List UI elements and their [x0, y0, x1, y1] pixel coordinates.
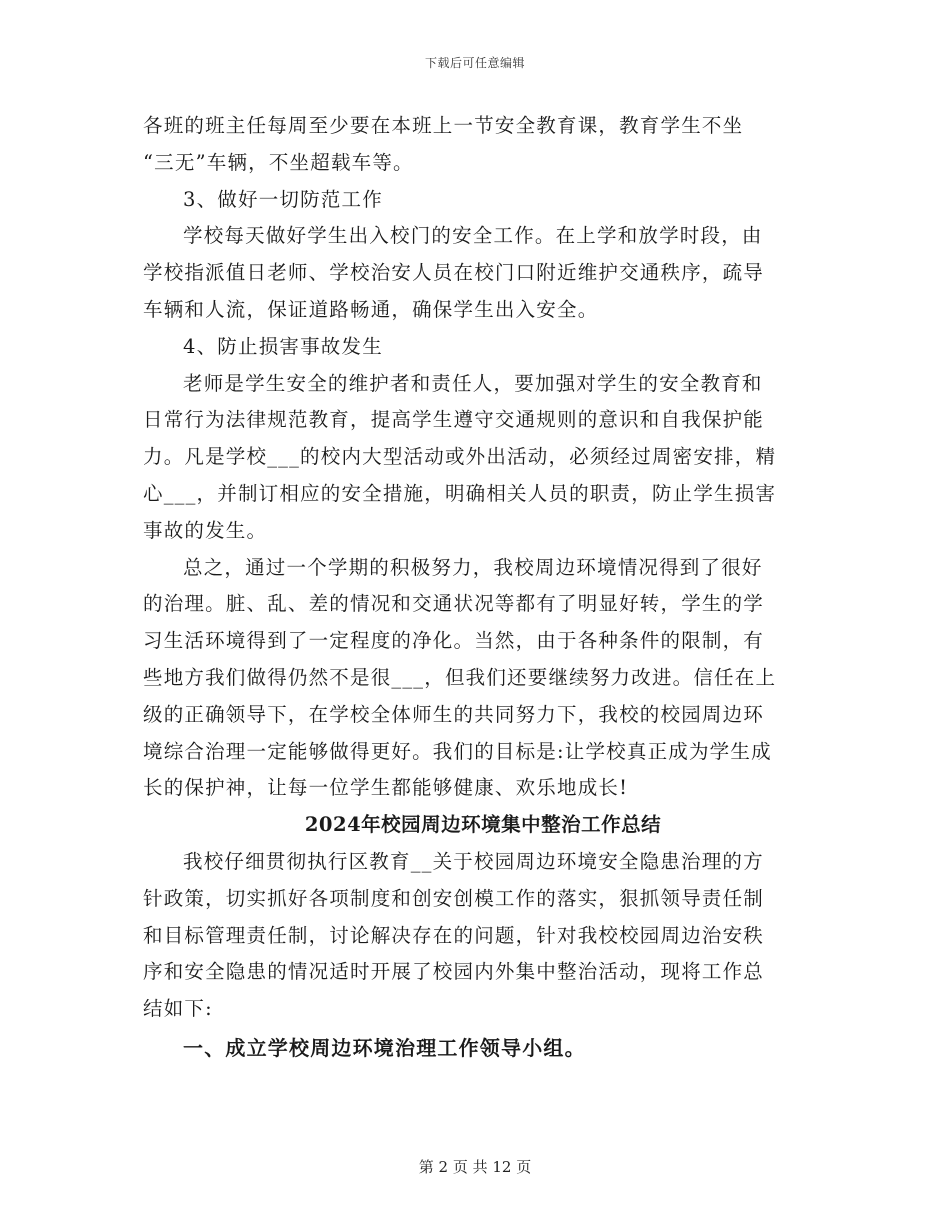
paragraph-line: 总之，通过一个学期的积极努力，我校周边环境情况得到了很好	[183, 555, 763, 579]
paragraph-line: 事故的发生。	[143, 518, 268, 542]
paragraph-line: “三无”车辆，不坐超载车等。	[143, 150, 414, 174]
paragraph-line: 我校仔细贯彻执行区教育__关于校园周边环境安全隐患治理的方	[183, 849, 764, 873]
paragraph-line: 学校指派值日老师、学校治安人员在校门口附近维护交通秩序，疏导	[143, 261, 765, 285]
paragraph-line: 力。凡是学校___的校内大型活动或外出活动，必须经过周密安排，精	[143, 445, 777, 469]
document-title: 2024年校园周边环境集中整治工作总结	[304, 813, 662, 837]
paragraph-line: 些地方我们做得仍然不是很___，但我们还要继续努力改进。信任在上	[143, 665, 777, 689]
paragraph-line: 境综合治理一定能够做得更好。我们的目标是:让学校真正成为学生成	[143, 739, 772, 763]
subheading-4: 4、防止损害事故发生	[183, 334, 383, 358]
paragraph-line: 习生活环境得到了一定程度的净化。当然，由于各种条件的限制，有	[143, 629, 765, 653]
paragraph-line: 学校每天做好学生出入校门的安全工作。在上学和放学时段，由	[183, 224, 763, 248]
paragraph-line: 车辆和人流，保证道路畅通，确保学生出入安全。	[143, 297, 599, 321]
section-heading: 一、成立学校周边环境治理工作领导小组。	[183, 1035, 586, 1060]
document-body	[143, 108, 803, 1067]
paragraph-line: 和目标管理责任制，讨论解决存在的问题，针对我校校园周边治安秩	[143, 923, 765, 947]
paragraph-line: 级的正确领导下，在学校全体师生的共同努力下，我校的校园周边环	[143, 702, 765, 726]
paragraph-line: 长的保护神，让每一位学生都能够健康、欢乐地成长!	[143, 776, 629, 800]
paragraph-line: 老师是学生安全的维护者和责任人，要加强对学生的安全教育和	[183, 371, 763, 395]
subheading-3: 3、做好一切防范工作	[183, 187, 383, 211]
page-header: 下载后可任意编辑	[424, 56, 525, 70]
paragraph-line: 的治理。脏、乱、差的情况和交通状况等都有了明显好转，学生的学	[143, 592, 765, 616]
paragraph-line: 各班的班主任每周至少要在本班上一节安全教育课，教育学生不坐	[143, 114, 744, 137]
paragraph-line: 序和安全隐患的情况适时开展了校园内外集中整治活动，现将工作总	[143, 960, 765, 984]
page-footer: 第 2 页 共 12 页	[418, 1158, 532, 1176]
paragraph-line: 日常行为法律规范教育，提高学生遵守交通规则的意识和自我保护能	[143, 408, 765, 432]
paragraph-line: 结如下:	[143, 997, 213, 1021]
paragraph-line: 针政策，切实抓好各项制度和创安创模工作的落实，狠抓领导责任制	[143, 886, 765, 910]
paragraph-line: 心___，并制订相应的安全措施，明确相关人员的职责，防止学生损害	[143, 481, 777, 505]
